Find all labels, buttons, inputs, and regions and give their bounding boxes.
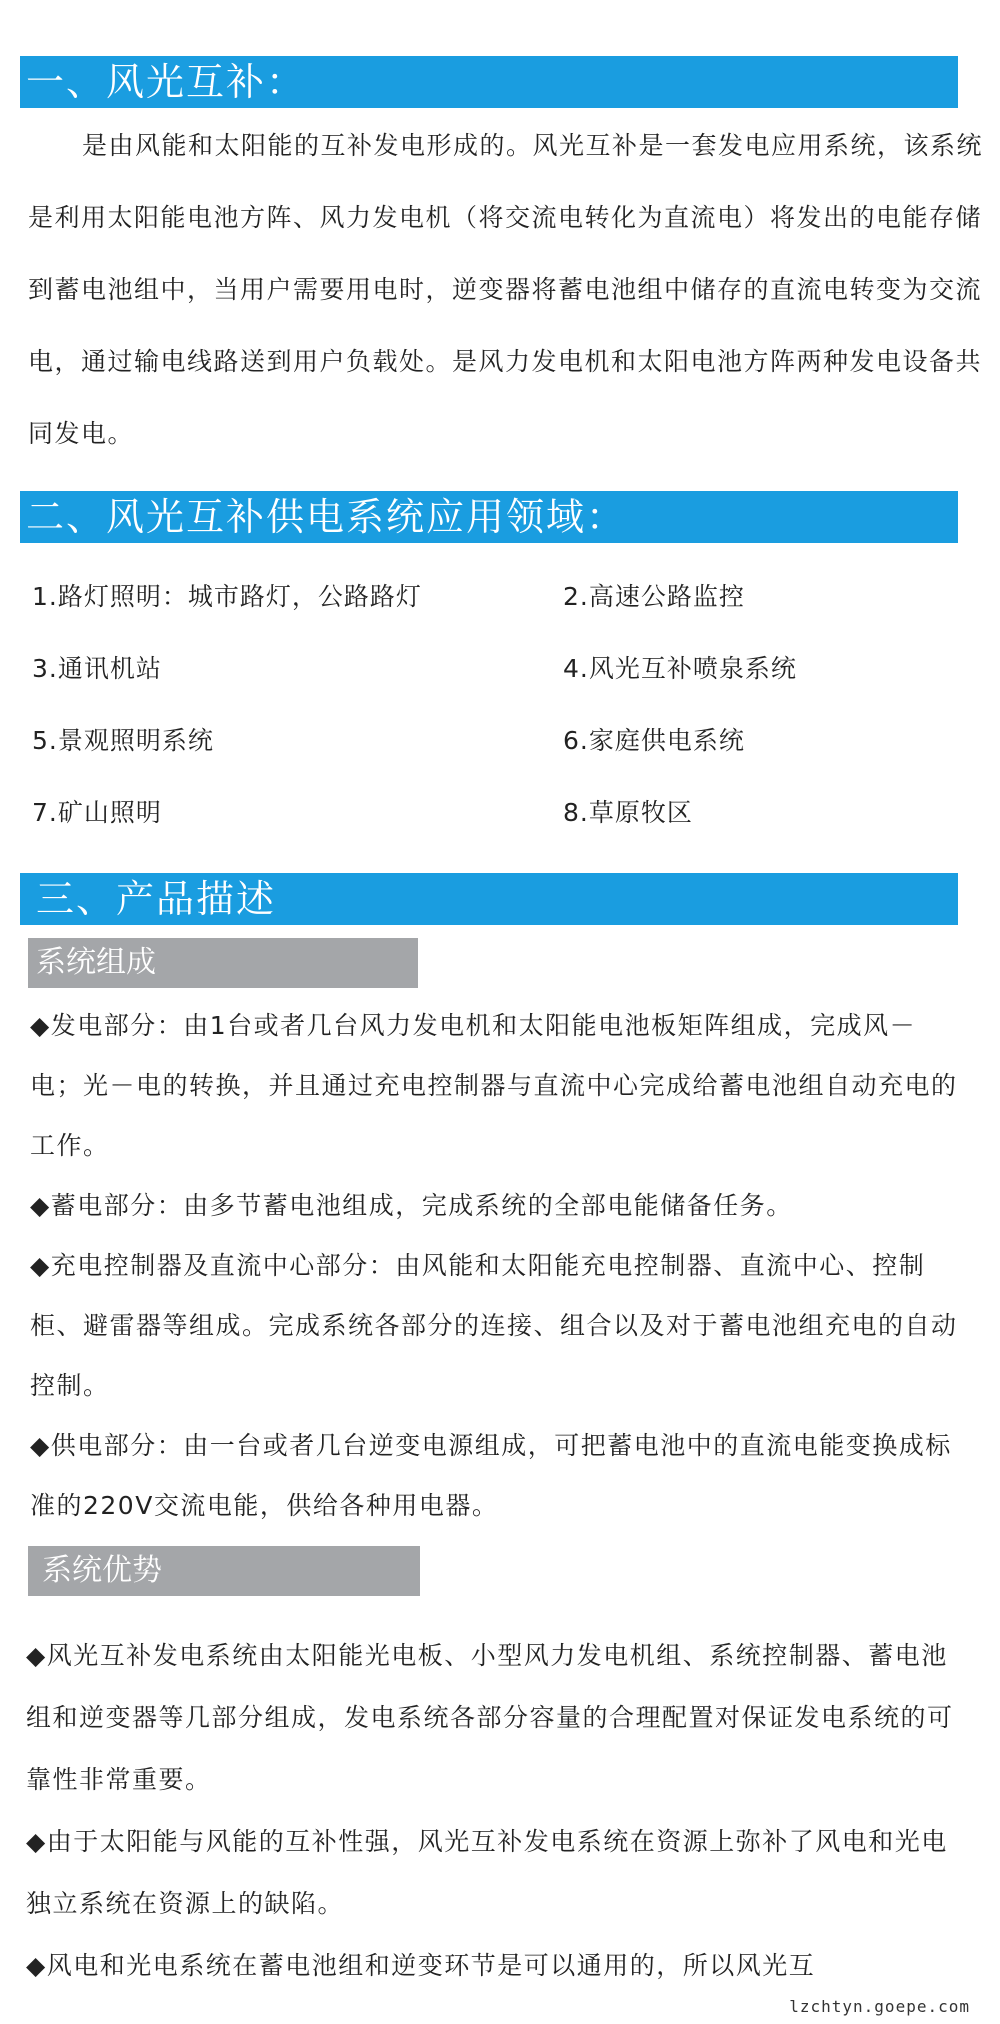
subsection-title-composition: 系统组成 — [28, 938, 418, 988]
footer-url: lzchtyn.goepe.com — [789, 1997, 970, 2016]
paragraph: ◆充电控制器及直流中心部分：由风能和太阳能充电控制器、直流中心、控制柜、避雷器等组成。完成系统各部分的连接、组合以及对于蓄电池组充电的自动控制。 — [30, 1251, 958, 1400]
section-2-title: 二、风光互补供电系统应用领域： — [20, 491, 958, 543]
composition-list — [30, 996, 960, 1536]
list-item: 5.景观照明系统 — [32, 726, 214, 755]
section-3-title: 三、产品描述 — [20, 873, 958, 925]
section-1-text: 是由风能和太阳能的互补发电形成的。风光互补是一套发电应用系统，该系统是利用太阳能电池方阵、风力发电机（将交流电转化为直流电）将发出的电能存储到蓄电池组中，当用户需要用电时，逆变器将蓄电池组中储存的直流电转变为交流电，通过输电线路送到用户负载处。是风力发电机和太阳电池方阵两种发电设备共同发电。 — [28, 131, 984, 448]
paragraph: ◆发电部分：由1台或者几台风力发电机和太阳能电池板矩阵组成，完成风－电；光－电的转换，并且通过充电控制器与直流中心完成给蓄电池组自动充电的工作。 — [30, 1011, 958, 1160]
list-item: 6.家庭供电系统 — [563, 726, 745, 755]
list-item: 4.风光互补喷泉系统 — [563, 654, 797, 683]
paragraph: ◆风光互补发电系统由太阳能光电板、小型风力发电机组、系统控制器、蓄电池组和逆变器等几部分组成，发电系统各部分容量的合理配置对保证发电系统的可靠性非常重要。 — [26, 1641, 954, 1794]
list-item: 1.路灯照明：城市路灯，公路路灯 — [32, 582, 422, 611]
list-item: 3.通讯机站 — [32, 654, 162, 683]
section-1-body — [28, 110, 983, 470]
list-item: 2.高速公路监控 — [563, 582, 745, 611]
advantages-list — [26, 1625, 956, 1997]
paragraph: ◆蓄电部分：由多节蓄电池组成，完成系统的全部电能储备任务。 — [30, 1191, 793, 1220]
paragraph: ◆风电和光电系统在蓄电池组和逆变环节是可以通用的，所以风光互 — [26, 1951, 816, 1980]
paragraph: ◆供电部分：由一台或者几台逆变电源组成，可把蓄电池中的直流电能变换成标准的220V交流电能，供给各种用电器。 — [30, 1431, 952, 1520]
list-item: 7.矿山照明 — [32, 798, 162, 827]
subsection-title-advantages: 系统优势 — [28, 1546, 420, 1596]
list-item: 8.草原牧区 — [563, 798, 693, 827]
paragraph: ◆由于太阳能与风能的互补性强，风光互补发电系统在资源上弥补了风电和光电独立系统在资源上的缺陷。 — [26, 1827, 948, 1918]
section-1-title: 一、风光互补： — [20, 56, 958, 108]
